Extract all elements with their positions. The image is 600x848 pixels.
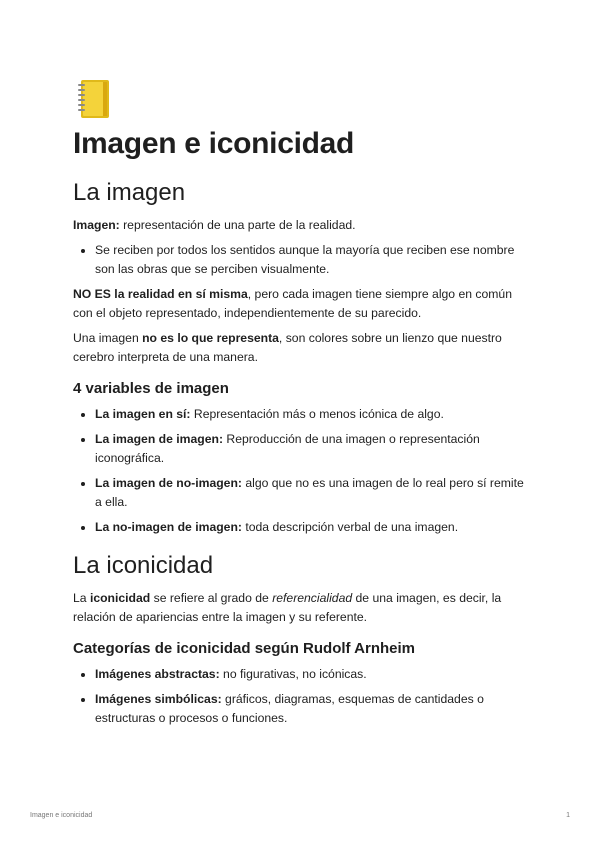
definition-label: Imagen: [73, 218, 120, 232]
list-item [95, 474, 533, 512]
notebook-icon [73, 78, 113, 120]
bold-text: iconicidad [89, 591, 151, 605]
definition-text: representación de una parte de la realidad. [119, 218, 356, 232]
list-item: • Se reciben por todos los sentidos aunque la mayoría que reciben ese nombre son las obras que se perciben visualmente. [95, 241, 533, 279]
paragraph-no-es-realidad [73, 285, 533, 323]
paragraph-text: , son colores sobre un lienzo que nuestro cerebro interpreta de una manera. [73, 331, 502, 364]
bullet-list [73, 241, 533, 279]
list-item [95, 518, 533, 537]
item-text: Reproducción de una imagen o representación iconográfica. [95, 432, 480, 465]
paragraph-text: , pero cada imagen tiene siempre algo en común con el objeto representado, independientemente de su parecido. [73, 287, 512, 320]
page-title: Imagen e iconicidad [73, 127, 355, 160]
item-text: algo que no es una imagen de lo real pero sí remite a ella. [95, 476, 524, 509]
item-label: La no-imagen de imagen: [95, 520, 242, 534]
bold-text: NO ES la realidad en sí misma [73, 287, 248, 301]
item-text: gráficos, diagramas, esquemas de cantidades o estructuras o procesos o funciones. [95, 692, 484, 725]
paragraph-no-es-lo-que-representa [73, 329, 533, 367]
item-label: La imagen de no-imagen: [95, 476, 242, 490]
italic-text: referencialidad [272, 591, 353, 605]
variables-list [73, 405, 533, 537]
item-label: Imágenes simbólicas: [95, 692, 222, 706]
item-text: toda descripción verbal de una imagen. [241, 520, 459, 534]
subheading-categorias: Categorías de iconicidad según Rudolf Arnheim [73, 640, 415, 657]
item-label: La imagen en sí: [95, 407, 191, 421]
subheading-variables: 4 variables de imagen [73, 380, 229, 397]
categories-list [73, 665, 533, 728]
list-item [95, 665, 533, 684]
document-page [73, 78, 533, 734]
list-item [95, 405, 533, 424]
definition-paragraph [73, 216, 533, 235]
paragraph-text: de una imagen, es decir, la relación de apariencias entre la imagen y su referente. [73, 591, 502, 624]
page-footer [30, 812, 570, 819]
footer-title: Imagen e iconicidad [30, 812, 93, 819]
paragraph-text: se refiere al grado de [150, 591, 273, 605]
paragraph-text: La [73, 591, 90, 605]
list-item [95, 430, 533, 468]
item-text: no figurativas, no icónicas. [219, 667, 367, 681]
item-label: Imágenes abstractas: [95, 667, 220, 681]
page-number: 1 [566, 812, 570, 819]
list-item [95, 690, 533, 728]
paragraph-iconicidad [73, 589, 533, 627]
item-text: Representación más o menos icónica de algo. [190, 407, 444, 421]
section-heading-la-iconicidad: La iconicidad [73, 552, 214, 579]
section-heading-la-imagen: La imagen [73, 179, 186, 206]
bold-text: no es lo que representa [142, 331, 279, 345]
paragraph-text: Una imagen [73, 331, 143, 345]
item-label: La imagen de imagen: [95, 432, 223, 446]
